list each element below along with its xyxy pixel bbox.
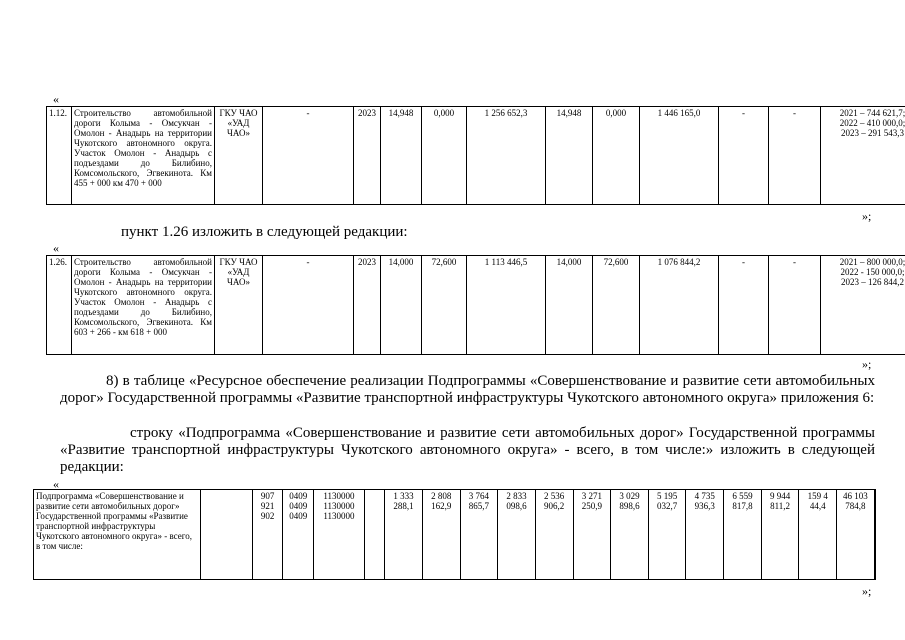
amount-cell: 46 103 784,8 [837, 490, 875, 580]
close-quote: »; [862, 584, 872, 598]
row-number: 1.26. [47, 256, 72, 355]
instruction-text: пункт 1.26 изложить в следующей редакции: [121, 224, 408, 240]
amount-cell: 1 333 288,1 [385, 490, 423, 580]
empty-cell [874, 490, 875, 580]
value-cell: - [769, 107, 821, 205]
cell: - [263, 256, 354, 355]
csr-code: 1130000 [323, 501, 355, 511]
amount-cell: 159 4 44,4 [799, 490, 837, 580]
rzpr-code: 0409 [289, 501, 308, 511]
amount-cell: 3 029 898,6 [611, 490, 649, 580]
value-cell: 1 076 844,2 [640, 256, 719, 355]
amount-cell: 2 833 098,6 [498, 490, 536, 580]
year: 2023 [354, 107, 381, 205]
close-quote: »; [862, 357, 872, 371]
grbs-code: 907 [260, 491, 275, 501]
value-cell: 0,000 [422, 107, 467, 205]
amount-cell: 3 271 250,9 [573, 490, 611, 580]
financing-line: 2021 – 800 000,0; [839, 257, 905, 267]
value-cell: 1 256 652,3 [467, 107, 546, 205]
paragraph-8: 8) в таблице «Ресурсное обеспечение реализации Подпрограммы «Совершенствование и развитие сети автомобильных дорог» Государственной программы «Развитие транспортной инфраструктуры Чукотского автономного округа» приложения 6: [60, 373, 875, 406]
grbs-codes [252, 490, 283, 580]
value-cell: - [769, 256, 821, 355]
value-cell: - [719, 107, 769, 205]
amount-cell: 9 944 811,2 [761, 490, 799, 580]
amount-cell: 5 195 032,7 [648, 490, 686, 580]
value-cell: 14,000 [381, 256, 422, 355]
csr-codes [313, 490, 364, 580]
object-name: Строительство автомобильной дороги Колыма - Омсукчан - Омолон - Анадырь на территории Чукотского автономного округа. Участок Омолон - Анадырь с подъездами до Билибино, Комсомольского, Эгвекинота. Км 603 + 266 - км 618 + 000 [72, 256, 215, 355]
value-cell: 14,948 [546, 107, 593, 205]
open-quote: « [53, 241, 59, 255]
rzpr-codes [283, 490, 314, 580]
financing-line: 2021 – 744 621,7; [839, 108, 905, 118]
empty-cell [200, 490, 252, 580]
object-name: Строительство автомобильной дороги Колыма - Омсукчан - Омолон - Анадырь на территории Чукотского автономного округа. Участок Омолон - Анадырь с подъездами до Билибино, Комсомольского, Эгвекинота. Км 455 + 000 км 470 + 000 [72, 107, 215, 205]
financing-line: 2023 – 291 543,3 [841, 128, 904, 138]
customer: ГКУ ЧАО «УАД ЧАО» [215, 256, 263, 355]
rzpr-code: 0409 [289, 491, 308, 501]
financing-line: 2022 – 410 000,0; [839, 118, 905, 128]
paragraph-row-instruction: строку «Подпрограмма «Совершенствование и развитие сети автомобильных дорог» Государственной программы «Развитие транспортной инфраструктуры Чукотского автономного округа» - всего, в том числе:» изложить в следующей редакции: [60, 425, 875, 475]
row-number: 1.12. [47, 107, 72, 205]
amount-cell: 2 808 162,9 [422, 490, 460, 580]
table-row-1-26 [46, 255, 905, 355]
value-cell: 72,600 [593, 256, 640, 355]
grbs-code: 921 [260, 501, 275, 511]
empty-cell [364, 490, 384, 580]
customer: ГКУ ЧАО «УАД ЧАО» [215, 107, 263, 205]
year: 2023 [354, 256, 381, 355]
close-quote: »; [862, 209, 872, 223]
value-cell: - [719, 256, 769, 355]
amount-cell: 3 764 865,7 [460, 490, 498, 580]
open-quote: « [53, 477, 59, 491]
csr-code: 1130000 [323, 511, 355, 521]
financing-by-year [821, 107, 905, 205]
table-row-1-12 [46, 106, 905, 205]
grbs-code: 902 [260, 511, 275, 521]
table-subprogram [33, 489, 876, 580]
financing-line: 2022 - 150 000,0; [840, 267, 905, 277]
cell: - [263, 107, 354, 205]
value-cell: 14,948 [381, 107, 422, 205]
amount-cell: 4 735 936,3 [686, 490, 724, 580]
value-cell: 1 446 165,0 [640, 107, 719, 205]
csr-code: 1130000 [323, 491, 355, 501]
financing-line: 2023 – 126 844,2 [841, 277, 904, 287]
open-quote: « [53, 92, 59, 106]
value-cell: 1 113 446,5 [467, 256, 546, 355]
financing-by-year [821, 256, 905, 355]
value-cell: 14,000 [546, 256, 593, 355]
rzpr-code: 0409 [289, 511, 308, 521]
subprogram-name: Подпрограмма «Совершенствование и развитие сети автомобильных дорог» Государственной программы «Развитие транспортной инфраструктуры Чукотского автономного округа» - всего, в том числе: [34, 490, 201, 580]
value-cell: 0,000 [593, 107, 640, 205]
value-cell: 72,600 [422, 256, 467, 355]
amount-cell: 6 559 817,8 [724, 490, 762, 580]
amount-cell: 2 536 906,2 [535, 490, 573, 580]
